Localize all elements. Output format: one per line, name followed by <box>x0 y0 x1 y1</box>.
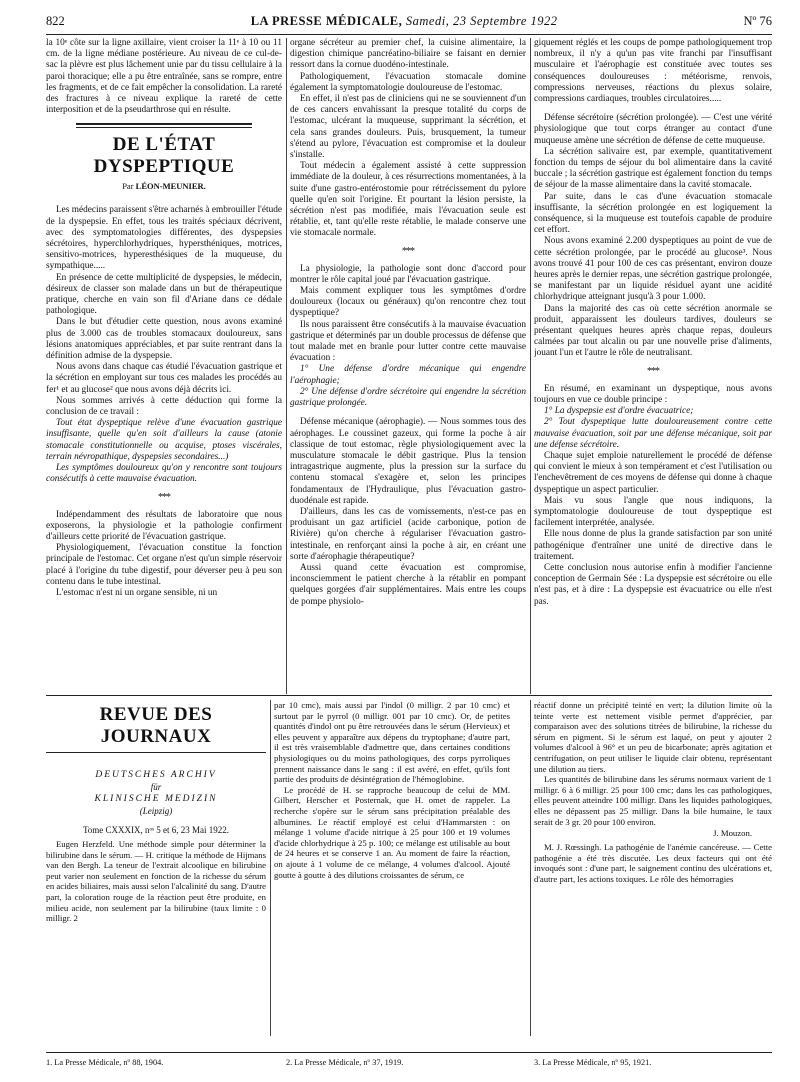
paragraph-italic: 1° La dyspepsie est d'ordre évacuatrice; <box>544 406 694 417</box>
paragraph: Nous sommes arrivés à cette déduction qui forme la conclusion de ce travail : <box>46 395 282 418</box>
paragraph: Elle nous donne de plus la grande satisfaction par son unité pathogénique d'entraîner une unité de directive dans le traitement. <box>534 529 772 562</box>
section-title-rule <box>46 752 266 753</box>
review-column-2 <box>274 700 510 1036</box>
title-rule <box>76 127 252 128</box>
journal-title-fur: für <box>150 782 162 792</box>
review-column-1 <box>46 700 266 1036</box>
paragraph: Nous avons dans chaque cas étudié l'évacuation gastrique et la sécrétion en employant sur tous ces malades les procédés au fer¹ et au glucose² que nous avons déjà décrits ici. <box>46 362 282 395</box>
paragraph: En résumé, en examinant un dyspeptique, nous avons toujours en vue ce double principe : <box>534 383 772 405</box>
journal-volume: Tome CXXXIX, nᵒˢ 5 et 6, 23 Mai 1922. <box>82 825 230 835</box>
paragraph: D'ailleurs, dans les cas de vomissements, n'est-ce pas en produisant un gaz artificiel (acide carbonique, potion de Rivière) qu'on cherche à régulariser l'évacuation gastro-intestinale, en renforçant ainsi la poche à air, en créant une sorte d'aérophagie thérapeutique? <box>290 506 526 562</box>
paragraph-italic: Tout état dyspeptique relève d'une évacuation gastrique insuffisante, quelle qu'en soit d'ailleurs la cause (atonie stomacale constitutionnelle ou acquise, ptoses viscérales, terrain névropathique, dyspepsies secondaires...) <box>46 418 282 462</box>
paragraph: Défense mécanique (aérophagie). — Nous sommes tous des aérophages. Le coussinet gazeux, qui forme la poche à air classique de tout estomac, règle physiologiquement avec la musculature stomacale le débit gastrique. Plus la tension intragastrique augmente, plus la pression sur la surface du contenu stomacal s'exagère et, selon les principes fondamentaux de l'Hydraulique, plus l'évacuation gastro-duodénale est rapide. <box>290 417 526 506</box>
review-paragraph: Les quantités de bilirubine dans les sérums normaux varient de 1 milligr. 6 à 6 milligr. 25 pour 100 cmc; dans les cas pathologiques, elles peuvent atteindre 100 milligr. Dans les liquides pathologiques, elles ne dépassent pas 25 milligr. Dans la bile humaine, le taux serait de 3 gr. 20 pour 100 environ. <box>534 774 772 827</box>
article-area <box>46 38 772 694</box>
asterism-ornament: *** <box>158 491 170 503</box>
review-paragraph: M. J. Rœssingh. La pathogénie de l'anémie cancéreuse. — Cette pathogénie a été très discutée. Les deux facteurs qui ont été invoqués sont : d'une part, le saignement continu des ulcérations et, d'autre part, les actions toxiques. Le rôle des hémorragies <box>534 842 772 884</box>
review-paragraph: Le procédé de H. se rapproche beaucoup de celui de MM. Gilbert, Herscher et Posternak, que H. omet de rappeler. La recherche s'opère sur le sérum sans précipitation préalable des albumines. Le réactif employé est celui d'Hammarsten : on mélange 1 volume d'acide nitrique à 25 pour 100 et 19 volumes d'acide chlorhydrique à 25 p. 100; ce mélange est utilisable au bout de 24 heures et se conserve 1 an. Au moment de faire la réaction, on ajoute à 1 volume de ce mélange, 4 volumes d'alcool. Ajouté goutte à goutte à des dilutions croissantes de sérum, ce <box>274 784 510 880</box>
paragraph: Nous avons examiné 2.200 dyspeptiques au point de vue de cette sécrétion prolongée, par le procédé au glucose³. Nous avons trouvé 41 pour 100 de ces cas présentant, environ douze heures après le dernier repas, une sécrétion gastrique prolongée, se manifestant par un liquide résiduel ayant une acidité chlorhydrique atteignant jusqu'à 3 pour 1.000. <box>534 236 772 303</box>
paragraph: La sécrétion salivaire est, par exemple, quantitativement fonction du temps de séjour du bol alimentaire dans la cavité buccale ; la sécrétion gastrique est également fonction du temps de séjour de la masse alimentaire dans la cavité stomacale. <box>534 146 772 191</box>
paragraph: Dans la majorité des cas où cette sécrétion anormale se produit, apparaissent les douleurs tardives, douleurs se présentant quelques heures après chaque repas, douleurs calmées par tout alcalin ou par une nouvelle prise d'aliments, jouant l'un et l'autre le rôle de neutralisant. <box>534 303 772 359</box>
journal-subtitle: KLINISCHE MEDIZIN <box>94 794 218 804</box>
footnote-rule <box>46 1052 772 1053</box>
paragraph: la 10ᵉ côte sur la ligne axillaire, vient croiser la 11ᵉ à 10 ou 11 cm. de la ligne médiane postérieure. Au niveau de ce cul-de-sac la plèvre est plus lâchement unie par du tissu cellulaire à la paroi thoracique; elle a pu être entraînée, sans se rompre, entre les fragments, et de ce fait empêcher la consolidation. La rareté des fractures à ce niveau explique la rareté de cette interposition et de la pseudarthrose qui en résulte. <box>46 38 282 116</box>
author-name: LÉON-MEUNIER. <box>135 181 206 192</box>
paragraph: Aussi quand cette évacuation est compromise, inconsciemment le patient cherche à la rétablir en pompant quelques gorgées d'air supplémentaires. Mais entre les coups de pompe physiolo- <box>290 562 526 607</box>
journal-name: LA PRESSE MÉDICALE, <box>250 14 403 28</box>
paragraph: En présence de cette multiplicité de dyspepsies, le médecin, désireux de classer son malade dans un but de thérapeutique pratique, cherche en vain son fil d'Ariane dans ce dédale pathologique. <box>46 272 282 317</box>
paragraph: Par suite, dans le cas d'une évacuation stomacale insuffisante, la sécrétion prolongée en est logiquement la conséquence, si la muqueuse est toutefois capable de produire cet effort. <box>534 191 772 236</box>
section-separator <box>46 695 772 696</box>
asterism-ornament: *** <box>647 365 659 377</box>
paragraph: Chaque sujet emploie naturellement le procédé de défense qui convient le mieux à son tempérament et c'est l'utilisation ou l'enchevêtrement de ces moyens de défense qui donne à chaque dyspeptique un aspect particulier. <box>534 450 772 495</box>
running-title <box>251 14 558 29</box>
byline <box>46 181 282 191</box>
paragraph: giquement réglés et les coups de pompe pathologiquement trop nombreux, il n'y a qu'un pas vite franchi par l'insuffisant musculaire et l'aérophagie est constituée avec toutes ses conséquences douloureuses : météorisme, renvois, compressions nerveuses, réactions du plexus solaire, compressions cardiaques, troubles circulatoires..... <box>534 38 772 105</box>
paragraph-italic: 2° Une défense d'ordre sécrétoire qui engendre la sécrétion gastrique prolongée. <box>290 386 526 409</box>
asterism-ornament: *** <box>402 245 414 257</box>
paragraph-italic: 2° Tout dyspeptique lutte douloureusement contre cette mauvaise évacuation, soit par une défense mécanique, soit par une défense sécrétoire. <box>534 417 772 450</box>
footnote: 2. La Presse Médicale, nº 37, 1919. <box>286 1058 404 1067</box>
paragraph: Défense sécrétoire (sécrétion prolongée). — C'est une vérité physiologique que tout corps étranger au contact d'une muqueuse amène une sécrétion de défense de cette muqueuse. <box>534 113 772 146</box>
section-title: REVUE DES JOURNAUX <box>99 704 213 747</box>
article-column-3 <box>534 38 772 694</box>
footnote: 3. La Presse Médicale, nº 95, 1921. <box>534 1058 652 1067</box>
paragraph-italic: Les symptômes douloureux qu'on y rencontre sont toujours consécutifs à cette mauvaise évacuation. <box>46 463 282 485</box>
paragraph: Les médecins paraissent s'être acharnés à embrouiller l'étude de la dyspepsie. En effet, tous les traités spéciaux décrivent, avec des symptomatologies différentes, des dyspepsies sécrétoires, hyperchlorhydriques, hypersthéniques, motrices, sensitivo-motrices, hyperesthésiques de la muqueuse, du sympathique..... <box>46 205 282 272</box>
page <box>46 14 772 1074</box>
paragraph-italic: 1° Une défense d'ordre mécanique qui engendre l'aérophagie; <box>290 364 526 386</box>
footnotes <box>46 1058 772 1072</box>
issue-number: Nº 76 <box>743 14 772 28</box>
issue-date: Samedi, 23 Septembre 1922 <box>405 14 558 28</box>
paragraph: La physiologie, la pathologie sont donc d'accord pour montrer le rôle capital joué par l'évacuation gastrique. <box>290 263 526 285</box>
column-divider <box>270 700 271 1036</box>
column-divider <box>530 700 531 1036</box>
review-paragraph: réactif donne un précipité teinté en vert; la dilution limite où la teinte verte est nettement visible permet d'apprécier, par comparaison avec des solutions titrées de bilirubine, la richesse du sérum en pigment. Si le sérum est laqué, on peut y ajouter 2 volumes d'alcool à 96° et un peu de bicarbonate; après agitation et centrifugation, on peut utiliser le liquide clair obtenu, représentant une dilution au tiers. <box>534 700 772 774</box>
review-paragraph: par 10 cmc), mais aussi par l'indol (0 milligr. 2 par 10 cmc) et surtout par le pyrrol (0 milligr. 001 par 10 cmc). Or, de petites quantités d'indol ont pu être retrouvées dans le sérum (Hervieux) et elles peuvent y apparaître aux dépens du tryptophane; d'autre part, il est très vraisemblable d'admettre que, dans certaines conditions physiologiques ou du moins pathologiques, des corps pyrroliques prennent naissance dans le sang : il est avéré, en effet, qu'ils font partie des produits de désintégration de l'hémoglobine. <box>274 700 510 785</box>
article-column-2 <box>290 38 526 694</box>
paragraph: Mais comment expliquer tous les symptômes d'ordre douloureux (locaux ou généraux) qu'on rencontre chez tout dyspeptique? <box>290 286 526 319</box>
column-divider <box>530 38 531 694</box>
paragraph: Cette conclusion nous autorise enfin à modifier l'ancienne conception de Germain Sée : La dyspepsie est sécrétoire ou elle n'est pas, et à dire : La dyspepsie est évacuatrice ou elle n'est pas. <box>534 562 772 607</box>
page-header <box>46 14 772 35</box>
article-title: DE L'ÉTAT DYSPEPTIQUE <box>93 134 235 178</box>
review-column-3 <box>534 700 772 1036</box>
page-number: 822 <box>46 14 65 28</box>
paragraph: Physiologiquement, l'évacuation constitue la fonction principale de l'estomac. Cet organe n'est qu'un simple réservoir placé à l'origine du tube digestif, pour déverser peu à peu son contenu dans le tube intestinal. <box>46 543 282 587</box>
title-rule <box>76 123 252 125</box>
paragraph: Pathologiquement, l'évacuation stomacale domine également la symptomatologie douloureuse de l'estomac. <box>290 71 526 93</box>
column-divider <box>286 38 287 694</box>
byline-prefix: Par <box>122 181 134 192</box>
paragraph: organe sécréteur au premier chef, la cuisine alimentaire, la digestion chimique pancréatino-biliaire se faisant en dernier ressort dans la cornue duodéno-intestinale. <box>290 38 526 71</box>
review-area <box>46 700 772 1046</box>
review-paragraph: Eugen Herzfeld. Une méthode simple pour déterminer la bilirubine dans le sérum. — H. critique la méthode de Hijmans van den Bergh. La teneur de l'extrait alcoolique en bilirubine peut varier non seulement en fonction de la richesse du sérum en acides biliaires, mais aussi selon l'alcalinité du sang. D'autre part, la coloration rouge de la réaction peut être produite, en milieu acide, non seulement par la bilirubine (taux limite : 0 milligr. 2 <box>46 839 266 924</box>
journal-city: (Leipzig) <box>139 806 173 816</box>
paragraph: L'estomac n'est ni un organe sensible, ni un <box>56 587 218 598</box>
paragraph: Tout médecin a également assisté à cette suppression immédiate de la douleur, à ces résurrections momentanées, à la suite d'une gastro-entérostomie pour rétrécissement du pylore quelle qu'en soit l'origine. Et pourtant la lésion persiste, la sécrétion n'est pas modifiée, mais l'évacuation seule est rétablie, et, tant qu'elle reste rétablie, le malade conserve une vie stomacale normale. <box>290 161 526 239</box>
paragraph: Mais vu sous l'angle que nous indiquons, la symptomatologie douloureuse de tout dyspeptique est facilement interprétée, analysée. <box>534 495 772 529</box>
paragraph: Indépendamment des résultats de laboratoire que nous exposerons, la physiologie et la pathologie confirment d'ailleurs cette priorité de l'évacuation gastrique. <box>46 509 282 542</box>
reviewer-signature: J. Mouzon. <box>713 828 752 839</box>
footnote: 1. La Presse Médicale, nº 88, 1904. <box>46 1058 164 1067</box>
paragraph: Ils nous paraissent être consécutifs à la mauvaise évacuation gastrique et déterminés par un double processus de défense que tout malade met en branle pour lutter contre cette mauvaise évacuation : <box>290 319 526 364</box>
article-column-1 <box>46 38 282 694</box>
paragraph: Dans le but d'étudier cette question, nous avons examiné plus de 3.000 cas de troubles stomacaux douloureux, sans lésions anatomiques appréciables, et par suite rentrant dans la définition admise de la dyspepsie. <box>46 317 282 362</box>
paragraph: En effet, il n'est pas de cliniciens qui ne se souviennent d'un de ces cancers envahissant la presque totalité du corps de l'estomac, ulcérant la muqueuse, supprimant la sécrétion, et cela sans grandes douleurs. Puis, brusquement, la tumeur s'étend au pylore, l'évacuation est compromise et la douleur s'installe. <box>290 94 526 161</box>
journal-title: DEUTSCHES ARCHIV <box>95 770 217 780</box>
